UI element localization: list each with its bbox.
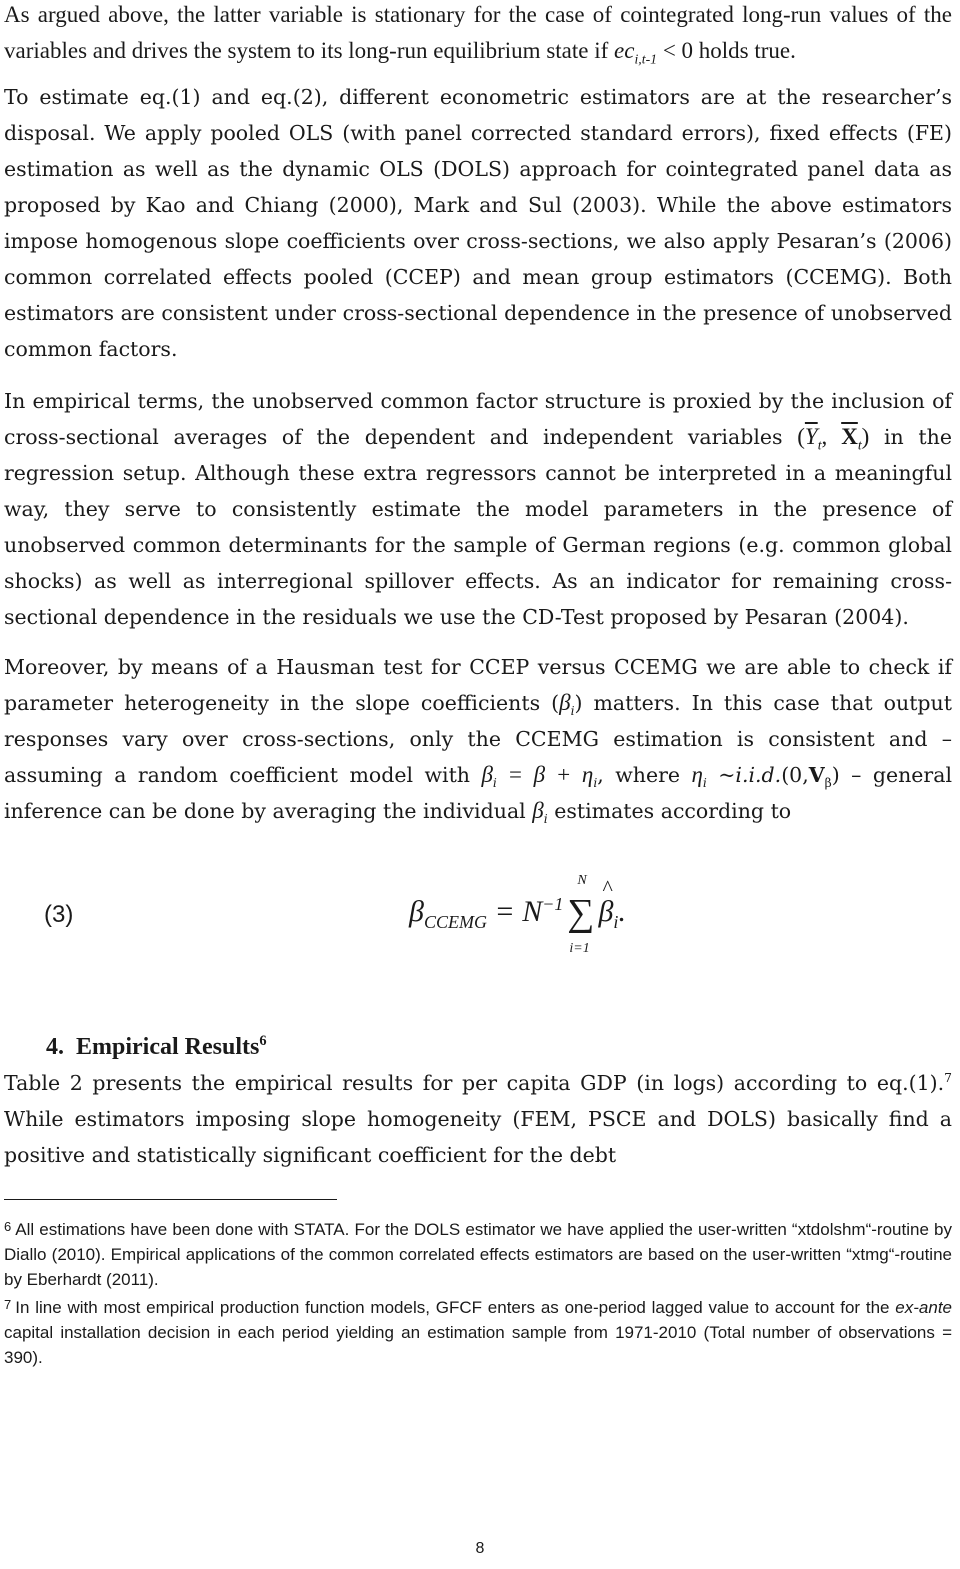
cross-section-averages: ($\overline{Y}_t$, $\overline{X}_t$) [797, 424, 870, 453]
hausman-text-a: Moreover, by means of a Hausman test for CCEP versus CCEMG we are able to check if parameter heterogeneity in the slope coefficients ( [4, 655, 952, 715]
paragraph-empirical-terms [4, 383, 952, 635]
ec-symbol: ec [614, 38, 635, 63]
empirical-text-b: in the regression setup. Although these extra regressors cannot be interpreted in a meaningful way, they serve to consistently estimate the model parameters in the presence of unobserved common determinants for the sample of German regions (e.g. common global shocks) as well as interregional spillover effects. As an indicator for remaining cross-sectional dependence in the residuals we use the CD-Test proposed by Pesaran (2004). [4, 425, 952, 629]
footnote-ref-7[interactable]: 7 [944, 1071, 952, 1086]
section-heading: 4. Empirical Results$^6$ [46, 1033, 267, 1060]
beta-hat: ^ β [598, 895, 613, 928]
intro-text: As argued above, the latter variable is stationary for the case of cointegrated long-run values of the variables and drives the system to its long-run equilibrium state if [4, 2, 952, 63]
page-number: 8 [475, 1540, 485, 1557]
hausman-text-b: ) matters. In this case that output responses vary over cross-sections, only the CCEMG estimation is consistent and – assuming a random coefficient model with [4, 691, 952, 787]
estimators-text: To estimate eq.(1) and eq.(2), different econometric estimators are at the researcher’s disposal. We apply pooled OLS (with panel corrected standard errors), fixed effects (FE) estimation as well as the dynamic OLS (DOLS) approach for cointegrated panel data as proposed by Kao and Chiang (2000), Mark and Sul (2003). While the above estimators impose homogenous slope coefficients over cross-sections, we also apply Pesaran’s (2006) common correlated effects pooled (CCEP) and mean group estimators (CCEMG). Both estimators are consistent under cross-sectional dependence in the presence of unobserved common factors. [4, 85, 952, 361]
random-coefficient-equation: = β + η [496, 762, 594, 787]
ec-subscript: i,t-1 [634, 51, 658, 67]
footnote-6: $^6$ All estimations have been done with STATA. For the DOLS estimator we have applied the user-written “xtdolshm“-routine by Diallo (2010). Empirical applications of the common correlated effects estimators are based on the user-written “xtmg“-routine by Eberhardt (2011). [4, 1219, 952, 1289]
footnote-ref-6[interactable]: 6 [259, 1033, 267, 1049]
paragraph-results: Table 2 presents the empirical results for per capita GDP (in logs) according to eq.(1).$^7$ While estimators imposing slope homogeneity (FEM, PSCE and DOLS) basically find a positive and statistically significant coefficient for the debt [4, 1071, 952, 1167]
intro-tail: < 0 holds true. [657, 38, 796, 63]
equation-3 [4, 853, 952, 1003]
iid-notation: ~i.i.d. [718, 763, 782, 787]
footnote-7: $^7$ In line with most empirical production function models, GFCF enters as one-period lagged value to account for the ex-ante capital installation decision in each period yielding an estimation sample from 1971-2010 (Total number of observations = 390). [4, 1297, 952, 1367]
hausman-text-d: estimates according to [554, 799, 792, 823]
paragraph-estimators [4, 79, 952, 367]
equation-number: (3) [44, 901, 74, 928]
paragraph-intro [4, 0, 952, 69]
hausman-text-c: ) – general inference can be done by averaging the individual [4, 763, 952, 823]
ccemg-formula: $\beta_{CCEMG} = N^{-1}$ ∑ N i=1 ^ $\beta_i$. [409, 891, 626, 935]
empirical-text-a: In empirical terms, the unobserved common factor structure is proxied by the inclusion of cross-sectional averages of the dependent and independent variables [4, 389, 952, 449]
footnote-separator [4, 1199, 337, 1200]
paragraph-hausman: Moreover, by means of a Hausman test for CCEP versus CCEMG we are able to check if parameter heterogeneity in the slope coefficients $(\beta_i)$ matters. In this case that output responses vary over cross-sections, only the CCEMG estimation is consistent and – assuming a random coefficient model with $\beta_i = \beta + \eta_i$, where $\eta_i$ $\sim i.i.d.(0,V_\beta)$ – general inference can be done by averaging the individual $\beta_i$ estimates according to [4, 655, 952, 827]
document-page [4, 0, 952, 1370]
summation-symbol: ∑ N i=1 [567, 873, 595, 956]
